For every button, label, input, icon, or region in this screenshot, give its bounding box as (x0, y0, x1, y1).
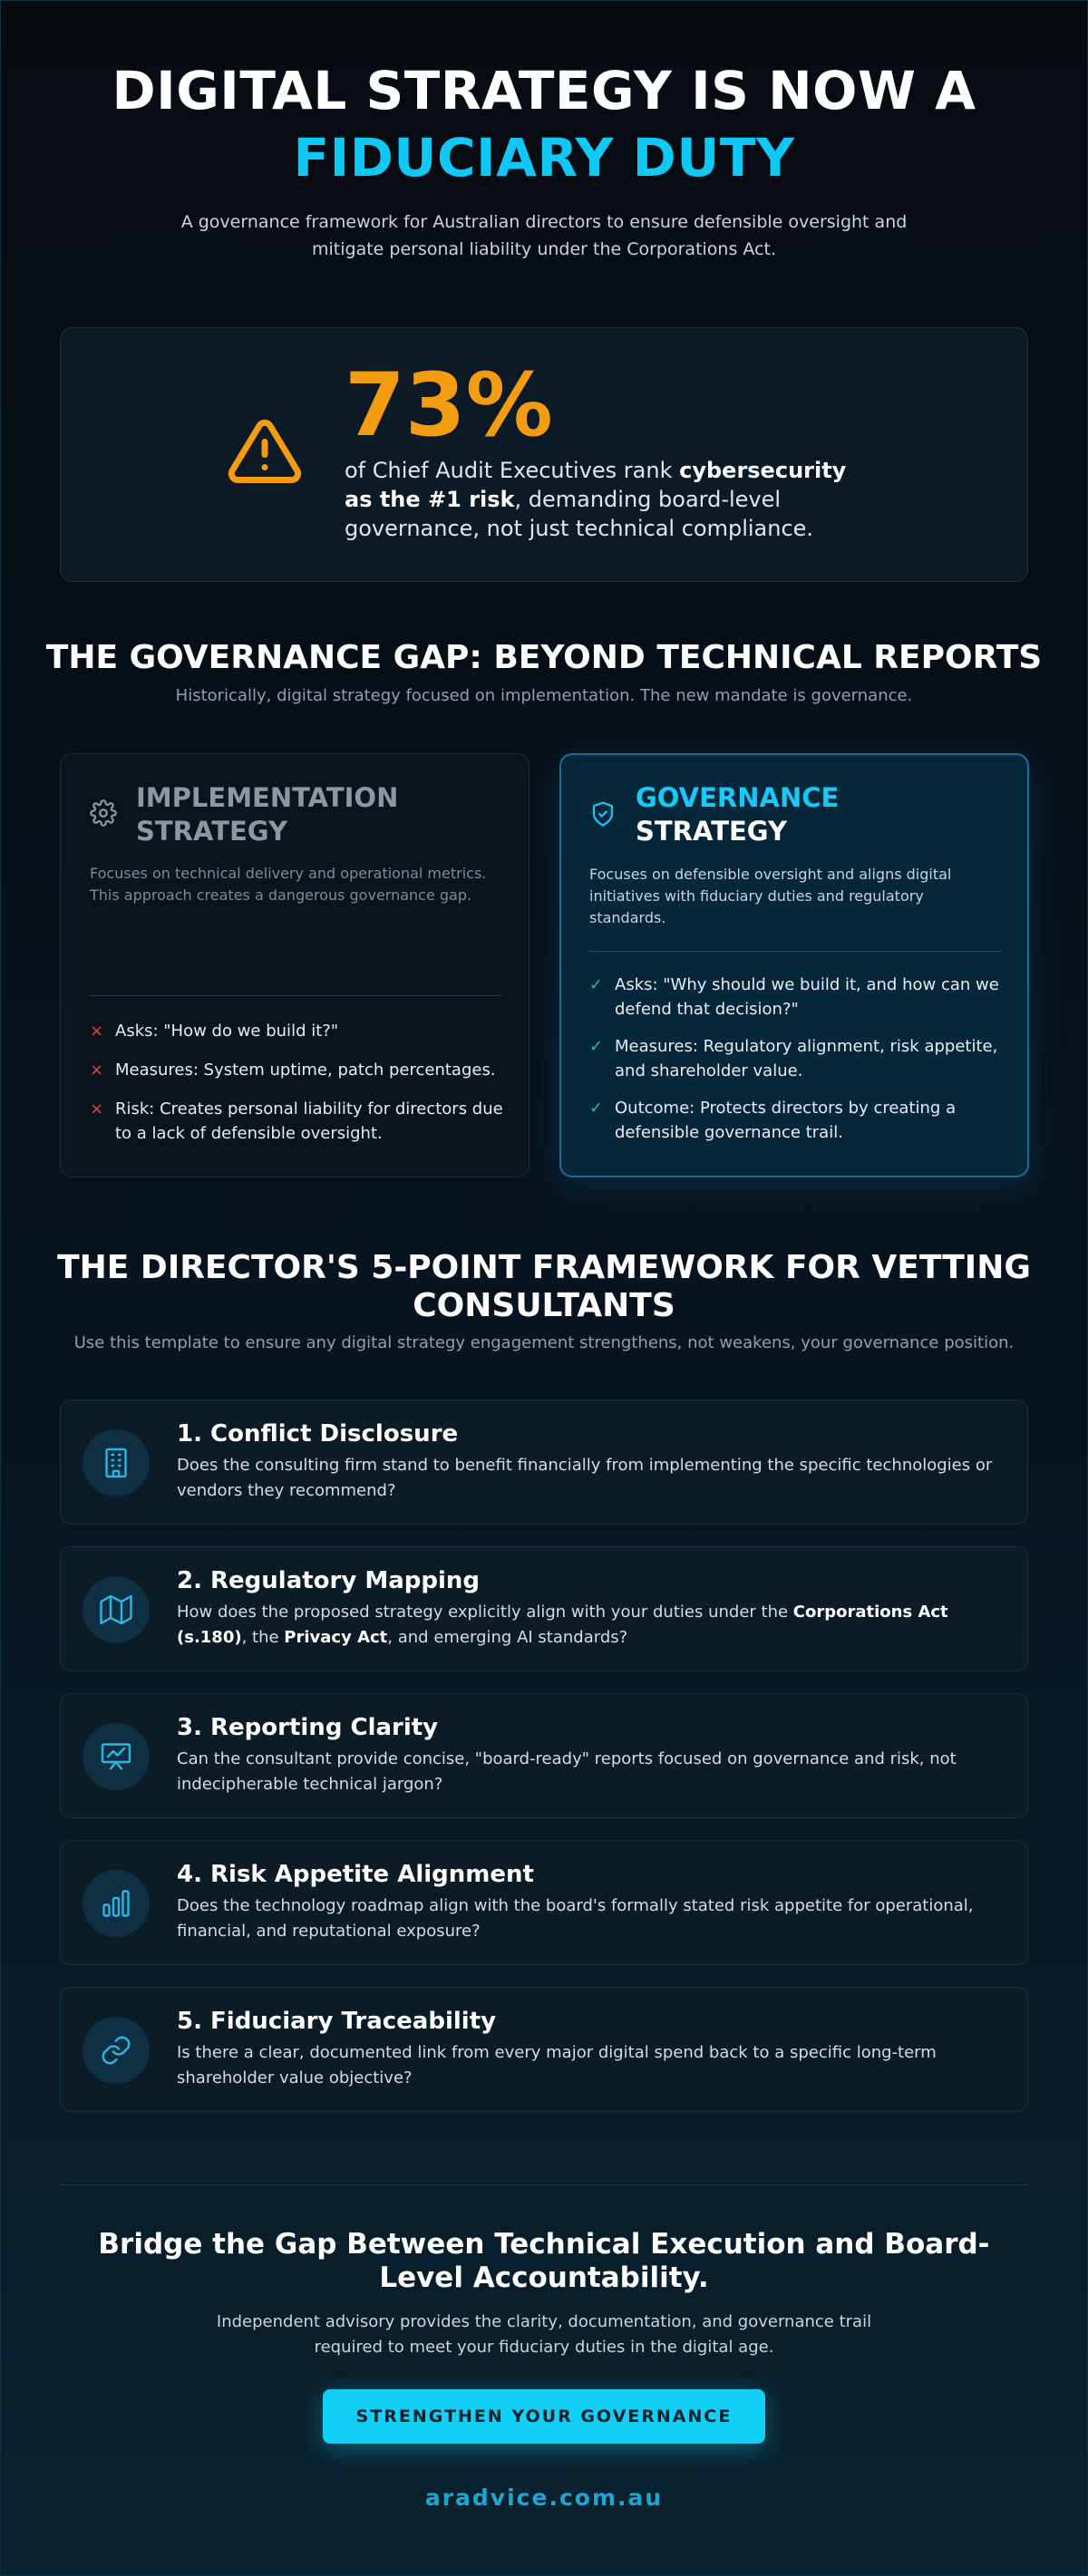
link-icon (100, 2034, 132, 2067)
shield-check-icon (589, 800, 617, 828)
list-item: × Measures: System uptime, patch percentages. (90, 1058, 507, 1082)
icon-circle (83, 1429, 150, 1496)
governance-card-description: Focuses on defensible oversight and aligns digital initiatives with fiduciary duties and regulatory standards. (589, 866, 952, 926)
list-item: ✓ Measures: Regulatory alignment, risk appetite, and shareholder value. (589, 1034, 1006, 1083)
x-mark-icon: × (90, 1060, 104, 1080)
strengthen-governance-button[interactable]: STRENGTHEN YOUR GOVERNANCE (323, 2389, 765, 2444)
gap-section-title: THE GOVERNANCE GAP: BEYOND TECHNICAL REPORTS (45, 639, 1043, 676)
stat-description: of Chief Audit Executives rank cybersecurity as the #1 risk, demanding board-level governance, not just technical compliance. (345, 458, 847, 541)
check-mark-icon: ✓ (589, 975, 604, 994)
cta-subtitle: Independent advisory provides the clarity, documentation, and governance trail required to meet your fiduciary duties in the digital age. (216, 2312, 872, 2357)
gear-icon (90, 799, 117, 827)
implementation-strategy-card (60, 753, 529, 1177)
x-mark-icon: × (90, 1022, 104, 1041)
hero-subtitle: A governance framework for Australian directors to ensure defensible oversight and mitigate personal liability under the Corporations Act. (180, 212, 908, 259)
framework-item-conflict-disclosure (60, 1399, 1028, 1525)
cta-title: Bridge the Gap Between Technical Execution and Board-Level Accountability. (98, 2228, 990, 2294)
framework-item-regulatory-mapping (60, 1546, 1028, 1671)
framework-item-description: Is there a clear, documented link from every major digital spend back to a specific long-term shareholder value objective? (177, 2043, 937, 2087)
hero-title-line1: DIGITAL STRATEGY IS NOW A (112, 60, 976, 121)
hero-title-line2: FIDUCIARY DUTY (293, 127, 795, 189)
implementation-card-title: IMPLEMENTATION STRATEGY (136, 782, 399, 847)
framework-item-description: Does the consulting firm stand to benefit financially from implementing the specific technologies or vendors they recommend? (177, 1456, 993, 1500)
framework-item-title: 4. Risk Appetite Alignment (177, 1861, 534, 1888)
icon-circle (83, 1723, 150, 1790)
framework-item-fiduciary-traceability (60, 1987, 1028, 2112)
check-mark-icon: ✓ (589, 1037, 604, 1056)
list-item: ✓ Asks: "Why should we build it, and how can we defend that decision?" (589, 973, 1006, 1022)
framework-item-reporting-clarity (60, 1693, 1028, 1818)
check-mark-icon: ✓ (589, 1099, 604, 1118)
divider (60, 2184, 1028, 2185)
x-mark-icon: × (90, 1099, 104, 1119)
building-icon (100, 1447, 132, 1479)
divider (589, 951, 1002, 952)
framework-item-title: 5. Fiduciary Traceability (177, 2008, 497, 2035)
framework-item-title: 2. Regulatory Mapping (177, 1567, 481, 1594)
presentation-chart-icon (100, 1740, 132, 1773)
icon-circle (83, 2017, 150, 2084)
stat-callout (60, 327, 1028, 582)
framework-item-title: 3. Reporting Clarity (177, 1714, 439, 1741)
map-icon (100, 1593, 132, 1626)
framework-item-description: Can the consultant provide concise, "board-ready" reports focused on governance and risk, not indecipherable technical jargon? (177, 1749, 957, 1794)
framework-item-description: Does the technology roadmap align with the board's formally stated risk appetite for operational, financial, and reputational exposure? (177, 1896, 974, 1941)
implementation-card-description: Focuses on technical delivery and operational metrics. This approach creates a dangerous governance gap. (90, 865, 487, 904)
divider (90, 995, 502, 996)
warning-triangle-icon (227, 413, 303, 489)
gap-section-subtitle: Historically, digital strategy focused on implementation. The new mandate is governance. (175, 686, 913, 705)
framework-item-risk-appetite-alignment (60, 1840, 1028, 1965)
governance-card-title: GOVERNANCE STRATEGY (636, 782, 840, 847)
framework-item-description: How does the proposed strategy explicitly align with your duties under the Corporations Act (s.180), the Privacy Act, and emerging AI standards? (177, 1603, 948, 1647)
framework-section-subtitle: Use this template to ensure any digital strategy engagement strengthens, not weakens, your governance position. (73, 1333, 1015, 1352)
icon-circle (83, 1870, 150, 1937)
list-item: × Risk: Creates personal liability for directors due to a lack of defensible oversight. (90, 1097, 507, 1146)
bar-chart-icon (100, 1887, 132, 1920)
icon-circle (83, 1576, 150, 1643)
framework-section-title: THE DIRECTOR'S 5-POINT FRAMEWORK FOR VETTING CONSULTANTS (57, 1249, 1031, 1324)
website-link[interactable]: aradvice.com.au (424, 2484, 664, 2511)
governance-points (589, 973, 1006, 1157)
list-item: ✓ Outcome: Protects directors by creating a defensible governance trail. (589, 1096, 1006, 1145)
implementation-points (90, 1019, 507, 1160)
list-item: × Asks: "How do we build it?" (90, 1019, 507, 1043)
governance-strategy-card (559, 753, 1029, 1177)
stat-value: 73% (345, 354, 553, 456)
framework-item-title: 1. Conflict Disclosure (177, 1420, 459, 1448)
